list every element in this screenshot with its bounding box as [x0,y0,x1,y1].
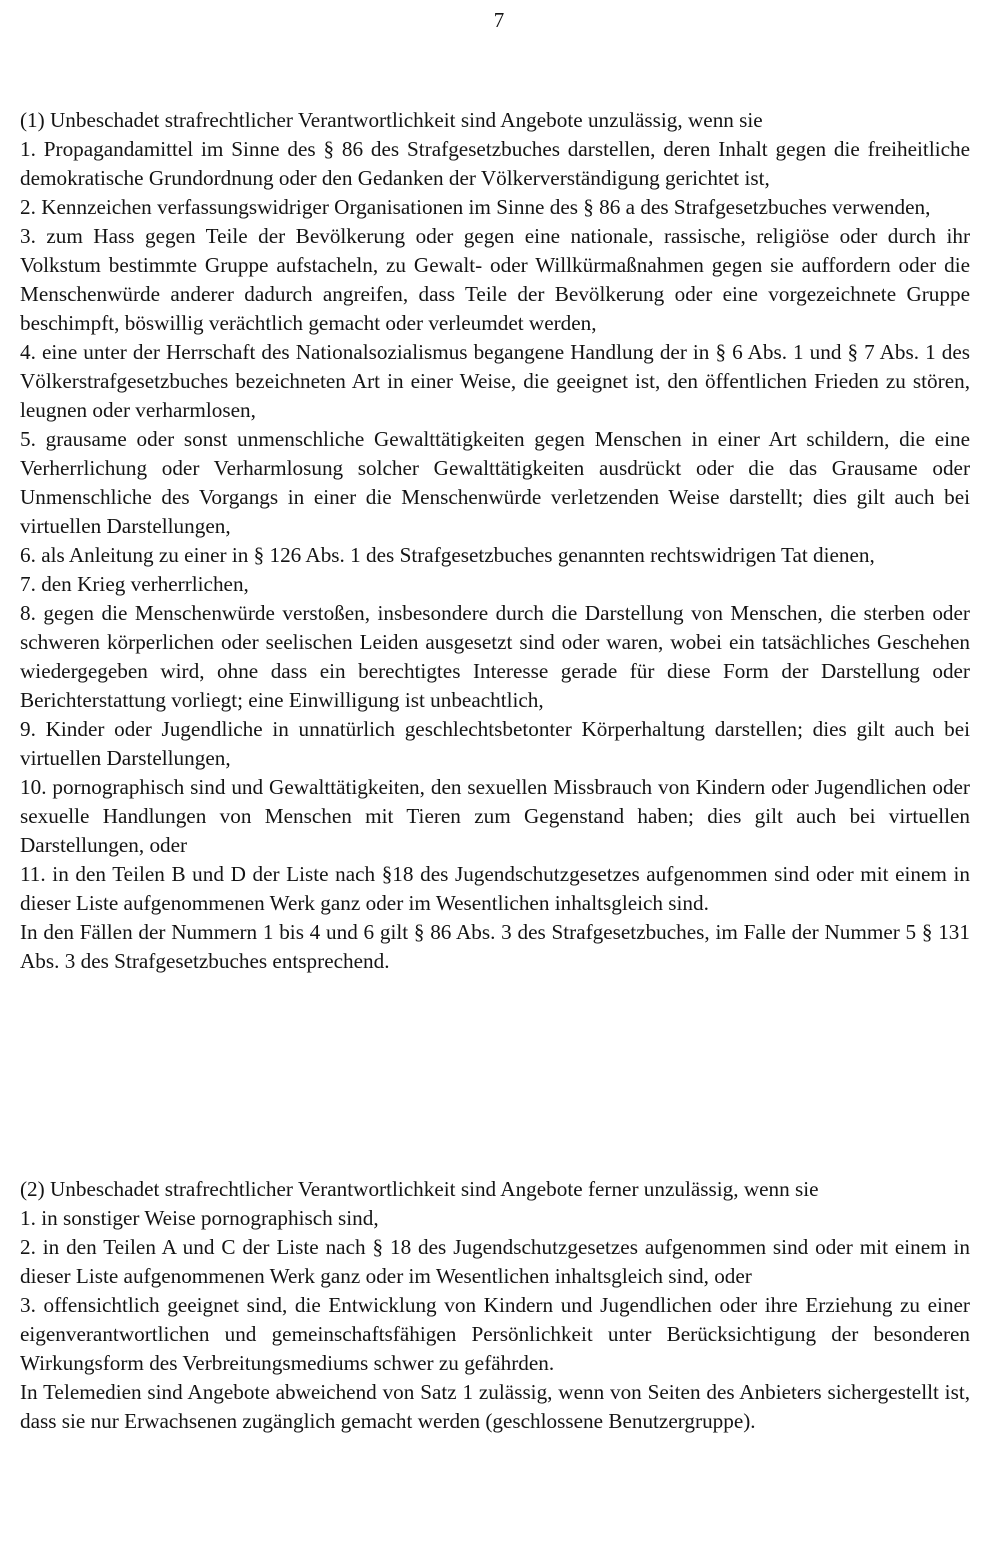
list-item-1-6: 6. als Anleitung zu einer in § 126 Abs. 1 des Strafgesetzbuches genannten rechtswidrigen Tat dienen, [20,543,875,567]
list-item-1-7: 7. den Krieg verherrlichen, [20,572,249,596]
page-number: 7 [493,8,505,32]
paragraph-2-intro: (2) Unbeschadet strafrechtlicher Verantwortlichkeit sind Angebote ferner unzulässig, wenn sie [20,1177,819,1201]
list-item-1-11: 11. in den Teilen B und D der Liste nach §18 des Jugendschutzgesetzes aufgenommen sind oder mit einem in dieser Liste aufgenommenen Werk ganz oder im Wesentlichen inhaltsgleich sind. [20,862,970,915]
list-item-1-9: 9. Kinder oder Jugendliche in unnatürlich geschlechtsbetonter Körperhaltung darstellen; dies gilt auch bei virtuellen Darstellungen, [20,717,970,770]
paragraph-1 [20,106,970,976]
list-item-2-2: 2. in den Teilen A und C der Liste nach § 18 des Jugendschutzgesetzes aufgenommen sind oder mit einem in dieser Liste aufgenommenen Werk ganz oder im Wesentlichen inhaltsgleich sind, oder [20,1235,970,1288]
paragraph-2-closing: In Telemedien sind Angebote abweichend von Satz 1 zulässig, wenn von Seiten des Anbieters sichergestellt ist, dass sie nur Erwachsenen zugänglich gemacht werden (geschlossene Benutzergruppe). [20,1380,970,1433]
list-item-1-4: 4. eine unter der Herrschaft des Nationalsozialismus begangene Handlung der in § 6 Abs. 1 und § 7 Abs. 1 des Völkerstrafgesetzbuches bezeichneten Art in einer Weise, die geeignet ist, den öffentlichen Frieden zu stören, leugnen oder verharmlosen, [20,340,970,422]
list-item-1-10: 10. pornographisch sind und Gewalttätigkeiten, den sexuellen Missbrauch von Kindern oder Jugendlichen oder sexuelle Handlungen von Menschen mit Tieren zum Gegenstand haben; dies gilt auch bei virtuellen Darstellungen, oder [20,775,970,857]
paragraph-2 [20,1175,970,1436]
list-item-1-5: 5. grausame oder sonst unmenschliche Gewalttätigkeiten gegen Menschen in einer Art schildern, die eine Verherrlichung oder Verharmlosung solcher Gewalttätigkeiten ausdrückt oder die das Grausame oder Unmenschliche des Vorgangs in einer die Menschenwürde verletzenden Weise darstellt; dies gilt auch bei virtuellen Darstellungen, [20,427,970,538]
paragraph-1-intro: (1) Unbeschadet strafrechtlicher Verantwortlichkeit sind Angebote unzulässig, wenn sie [20,108,763,132]
list-item-1-2: 2. Kennzeichen verfassungswidriger Organisationen im Sinne des § 86 a des Strafgesetzbuches verwenden, [20,195,931,219]
list-item-1-3: 3. zum Hass gegen Teile der Bevölkerung oder gegen eine nationale, rassische, religiöse oder durch ihr Volkstum bestimmte Gruppe aufstacheln, zu Gewalt- oder Willkürmaßnahmen gegen sie auffordern oder die Menschenwürde anderer dadurch angreifen, dass Teile der Bevölkerung oder eine vorgezeichnete Gruppe beschimpft, böswillig verächtlich gemacht oder verleumdet werden, [20,224,970,335]
list-item-1-8: 8. gegen die Menschenwürde verstoßen, insbesondere durch die Darstellung von Menschen, die sterben oder schweren körperlichen oder seelischen Leiden ausgesetzt sind oder waren, wobei ein tatsächliches Geschehen wiedergegeben wird, ohne dass ein berechtigtes Interesse gerade für diese Form der Darstellung oder Berichterstattung vorliegt; eine Einwilligung ist unbeachtlich, [20,601,970,712]
paragraph-1-closing: In den Fällen der Nummern 1 bis 4 und 6 gilt § 86 Abs. 3 des Strafgesetzbuches, im Falle der Nummer 5 § 131 Abs. 3 des Strafgesetzbuches entsprechend. [20,920,970,973]
list-item-2-1: 1. in sonstiger Weise pornographisch sind, [20,1206,379,1230]
list-item-1-1: 1. Propagandamittel im Sinne des § 86 des Strafgesetzbuches darstellen, deren Inhalt gegen die freiheitliche demokratische Grundordnung oder den Gedanken der Völkerverständigung gerichtet ist, [20,137,970,190]
list-item-2-3: 3. offensichtlich geeignet sind, die Entwicklung von Kindern und Jugendlichen oder ihre Erziehung zu einer eigenverantwortlichen und gemeinschaftsfähigen Persönlichkeit unter Berücksichtigung der besonderen Wirkungsform des Verbreitungsmediums schwer zu gefährden. [20,1293,970,1375]
